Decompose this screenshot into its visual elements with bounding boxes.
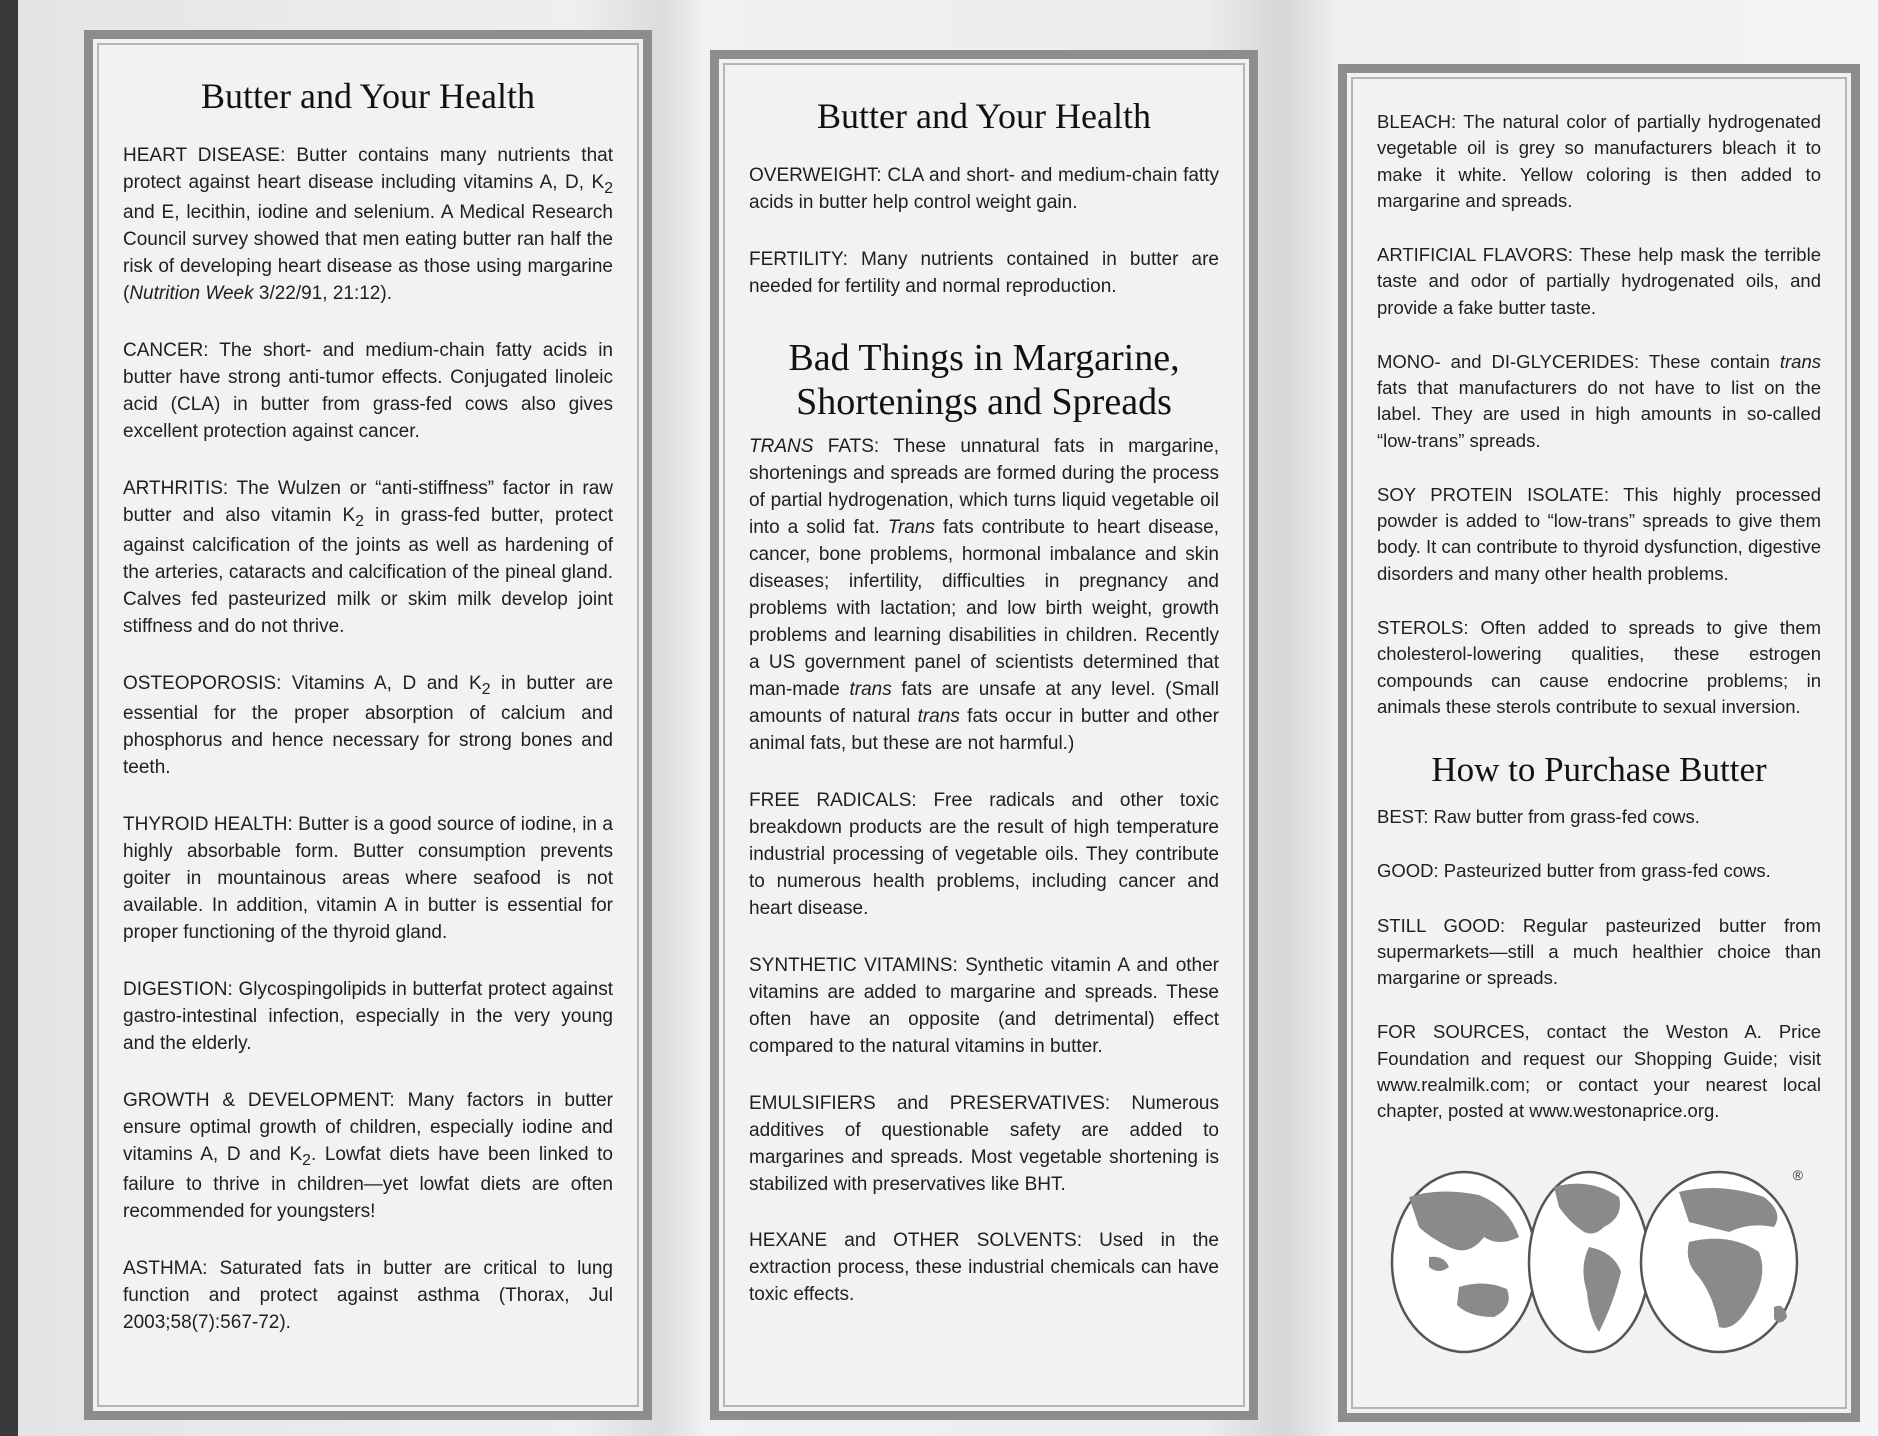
globe-logo <box>1389 1167 1809 1357</box>
entry-hexane: HEXANE and OTHER SOLVENTS: Used in the extraction process, these industrial chemicals can have toxic effects. <box>749 1230 1219 1306</box>
entry-mono-di-glycerides: MONO- and DI-GLYCERIDES: These contain trans fats that manufacturers do not have to list on the label. They are used in high amounts in so-called “low-trans” spreads. <box>1377 350 1821 451</box>
entry-emulsifiers: EMULSIFIERS and PRESERVATIVES: Numerous additives of questionable safety are added to margarines and spreads. Most vegetable shortening is stabilized with preservatives like BHT. <box>749 1092 1219 1195</box>
entry-trans-fats: TRANS FATS: These unnatural fats in margarine, shortenings and spreads are formed during the process of partial hydrogenation, which turns liquid vegetable oil into a solid fat. Trans fats contribute to heart disease, cancer, bone problems, hormonal imbalance and skin diseases; infertility, difficulties in pregnancy and problems with lactation; and low birth weight, growth problems and learning disabilities in children. Recently a US government panel of scientists determined that man-made trans fats are unsafe at any level. (Small amounts of natural trans fats occur in butter and other animal fats, but these are not harmful.) <box>749 436 1219 754</box>
entry-asthma: ASTHMA: Saturated fats in butter are critical to lung function and protect against asthma (Thorax, Jul 2003;58(7):567-72). <box>123 1258 613 1334</box>
entry-arthritis: ARTHRITIS: The Wulzen or “anti-stiffness” factor in raw butter and also vitamin $K_2$ in grass-fed butter, protect against calcification of the joints as well as hardening of the arteries, cataracts and calcification of the pineal gland. Calves fed pasteurized milk or skim milk develop joint stiffness and do not thrive. <box>123 477 613 638</box>
panel-right <box>1338 64 1860 1422</box>
panel-middle-title: Butter and Your Health <box>817 96 1151 136</box>
globe-icon <box>1389 1167 1809 1357</box>
purchase-heading: How to Purchase Butter <box>1431 750 1767 790</box>
panel-middle <box>710 50 1258 1420</box>
entry-artificial-flavors: ARTIFICIAL FLAVORS: These help mask the terrible taste and odor of partially hydrogenated oils, and provide a fake butter taste. <box>1377 244 1821 318</box>
entry-sterols: STEROLS: Often added to spreads to give them cholesterol-lowering qualities, these estrogen compounds can cause endocrine problems; in animals these sterols contribute to sexual inversion. <box>1377 616 1821 717</box>
brochure-sheet <box>18 0 1878 1436</box>
entry-heart-disease: HEART DISEASE: Butter contains many nutrients that protect against heart disease including vitamins A, D, $K_2$ and E, lecithin, iodine and selenium. A Medical Research Council survey showed that men eating butter ran half the risk of developing heart disease as those using margarine (Nutrition Week 3/22/91, 21:12). <box>123 145 613 305</box>
entry-fertility: FERTILITY: Many nutrients contained in butter are needed for fertility and normal reproduction. <box>749 248 1219 297</box>
bad-things-heading: Bad Things in Margarine, Shortenings and Spreads <box>788 336 1180 423</box>
entry-overweight: OVERWEIGHT: CLA and short- and medium-chain fatty acids in butter help control weight gain. <box>749 165 1219 213</box>
purchase-good: GOOD: Pasteurized butter from grass-fed cows. <box>1377 860 1771 882</box>
purchase-still-good: STILL GOOD: Regular pasteurized butter from supermarkets—still a much healthier choice than margarine or spreads. <box>1377 914 1821 989</box>
entry-growth-development: GROWTH & DEVELOPMENT: Many factors in butter ensure optimal growth of children, especially iodine and vitamins A, D and $K_2$. Lowfat diets have been linked to failure to thrive in children—yet lowfat diets are often recommended for youngsters! <box>123 1090 614 1223</box>
registered-mark: ® <box>1792 1167 1803 1183</box>
entry-synthetic-vitamins: SYNTHETIC VITAMINS: Synthetic vitamin A and other vitamins are added to margarine and spreads. These often have an opposite (and detrimental) effect compared to the natural vitamins in butter. <box>749 954 1219 1057</box>
panel-left-title: Butter and Your Health <box>201 76 535 116</box>
purchase-best: BEST: Raw butter from grass-fed cows. <box>1377 806 1700 828</box>
entry-osteoporosis: OSTEOPOROSIS: Vitamins A, D and $K_2$ in butter are essential for the proper absorption of calcium and phosphorus and hence necessary for strong bones and teeth. <box>123 673 614 779</box>
entry-thyroid-health: THYROID HEALTH: Butter is a good source of iodine, in a highly absorbable form. Butter consumption prevents goiter in mountainous areas where seafood is not available. In addition, vitamin A in butter is essential for proper functioning of the thyroid gland. <box>123 814 613 944</box>
entry-soy-protein-isolate: SOY PROTEIN ISOLATE: This highly processed powder is added to “low-trans” spreads to give them body. It can contribute to thyroid dysfunction, digestive disorders and many other health problems. <box>1377 483 1821 584</box>
entry-digestion: DIGESTION: Glycospingolipids in butterfat protect against gastro-intestinal infection, especially in the very young and the elderly. <box>123 979 613 1055</box>
entry-bleach: BLEACH: The natural color of partially hydrogenated vegetable oil is grey so manufacturers bleach it to make it white. Yellow coloring is then added to margarine and spreads. <box>1377 111 1821 211</box>
entry-free-radicals: FREE RADICALS: Free radicals and other toxic breakdown products are the result of high temperature industrial processing of vegetable oils. They contribute to numerous health problems, including cancer and heart disease. <box>749 789 1219 919</box>
entry-cancer: CANCER: The short- and medium-chain fatty acids in butter have strong anti-tumor effects. Conjugated linoleic acid (CLA) in butter from grass-fed cows also gives excellent protection against cancer. <box>123 340 613 443</box>
panel-left <box>84 30 652 1420</box>
purchase-sources: FOR SOURCES, contact the Weston A. Price Foundation and request our Shopping Guide; visit www.realmilk.com; or contact your nearest local chapter, posted at www.westonaprice.org. <box>1377 1021 1821 1122</box>
